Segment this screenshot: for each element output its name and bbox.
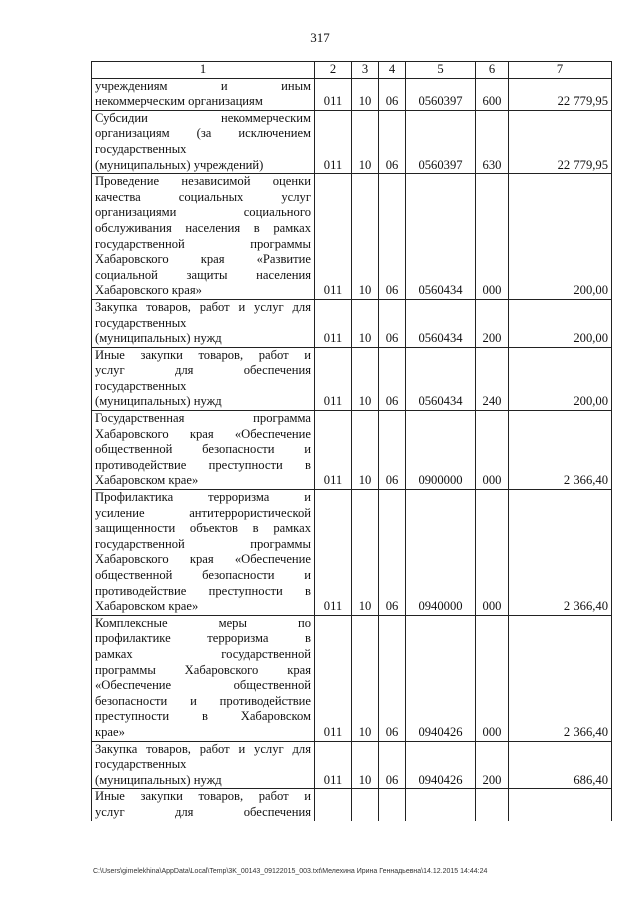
admin-code-cell: 011 [315,174,352,300]
header-col-6: 6 [476,62,509,79]
page-number: 317 [310,30,330,45]
description-line: защищенности объектов в рамках [95,521,311,536]
row-description [92,490,315,616]
description-line: преступности в Хабаровском [95,709,311,724]
table-row [92,347,612,410]
description-line: Хабаровского края» [95,283,202,298]
subsection-cell: 06 [379,615,406,741]
description-line: рамках государственной [95,646,311,661]
target-article-cell [406,789,476,821]
description-line: Иные закупки товаров, работ и [95,347,311,362]
section-cell [352,789,379,821]
table-row [92,615,612,741]
description-line: (муниципальных) нужд [95,772,222,787]
description-line: некоммерческим организациям [95,94,263,109]
subsection-cell: 06 [379,741,406,789]
description-line: Иные закупки товаров, работ и [95,789,311,804]
description-line: государственной программы [95,536,311,551]
section-cell: 10 [352,741,379,789]
description-line: Профилактика терроризма и [95,490,311,505]
description-line: программы Хабаровского края [95,662,311,677]
expense-type-cell: 200 [476,741,509,789]
row-description [92,299,315,347]
description-line: Хабаровском крае» [95,599,199,614]
subsection-cell: 06 [379,299,406,347]
section-cell: 10 [352,411,379,490]
amount-cell: 200,00 [509,174,612,300]
row-description [92,411,315,490]
table-body [92,78,612,820]
expense-type-cell: 000 [476,615,509,741]
amount-cell [509,789,612,821]
section-cell: 10 [352,490,379,616]
target-article-cell: 0940000 [406,490,476,616]
table-row [92,490,612,616]
subsection-cell: 06 [379,110,406,173]
description-line: Проведение независимой оценки [95,174,311,189]
expense-type-cell: 000 [476,490,509,616]
description-line: безопасности и противодействие [95,693,311,708]
description-line: государственных [95,141,187,156]
description-line: Субсидии некоммерческим [95,110,311,125]
description-line: «Обеспечение общественной [95,678,311,693]
subsection-cell: 06 [379,174,406,300]
section-cell: 10 [352,347,379,410]
row-description [92,789,315,821]
row-description [92,174,315,300]
description-line: крае» [95,724,125,739]
table-row [92,78,612,110]
section-cell: 10 [352,78,379,110]
section-cell: 10 [352,299,379,347]
admin-code-cell: 011 [315,741,352,789]
table-row [92,789,612,821]
amount-cell: 2 366,40 [509,490,612,616]
description-line: организациям (за исключением [95,126,311,141]
admin-code-cell: 011 [315,490,352,616]
description-line: Закупка товаров, работ и услуг для [95,299,311,314]
target-article-cell: 0940426 [406,741,476,789]
row-description [92,615,315,741]
header-col-1: 1 [92,62,315,79]
table-row [92,174,612,300]
description-line: (муниципальных) нужд [95,394,222,409]
expense-type-cell: 000 [476,174,509,300]
description-line: Хабаровского края «Обеспечение [95,552,311,567]
section-cell: 10 [352,110,379,173]
section-cell: 10 [352,615,379,741]
description-line: Закупка товаров, работ и услуг для [95,741,311,756]
description-line: государственных [95,315,187,330]
header-col-4: 4 [379,62,406,79]
description-line: государственной программы [95,236,311,251]
description-line: общественной безопасности и [95,568,311,582]
admin-code-cell: 011 [315,615,352,741]
admin-code-cell: 011 [315,299,352,347]
header-col-7: 7 [509,62,612,79]
admin-code-cell [315,789,352,821]
description-line: Хабаровского края «Развитие [95,252,311,267]
description-line: организациями социального [95,205,311,220]
subsection-cell: 06 [379,490,406,616]
description-line: Хабаровском крае» [95,473,199,488]
amount-cell: 22 779,95 [509,110,612,173]
expense-type-cell: 000 [476,411,509,490]
expense-type-cell: 600 [476,78,509,110]
description-line: усиление антитеррористической [95,505,311,520]
expense-type-cell: 630 [476,110,509,173]
description-line: социальной защиты населения [95,267,311,282]
amount-cell: 200,00 [509,347,612,410]
subsection-cell: 06 [379,78,406,110]
row-description [92,110,315,173]
target-article-cell: 0560397 [406,78,476,110]
subsection-cell: 06 [379,411,406,490]
description-line: (муниципальных) нужд [95,331,222,346]
description-line: противодействие преступности в [95,457,311,472]
description-line: Комплексные меры по [95,615,311,630]
header-col-3: 3 [352,62,379,79]
table-row [92,110,612,173]
target-article-cell: 0560434 [406,299,476,347]
table-row [92,411,612,490]
admin-code-cell: 011 [315,110,352,173]
target-article-cell: 0900000 [406,411,476,490]
admin-code-cell: 011 [315,411,352,490]
description-line: услуг для обеспечения [95,804,311,819]
row-description [92,741,315,789]
budget-table [91,61,612,821]
description-line: (муниципальных) учреждений) [95,157,264,172]
amount-cell: 2 366,40 [509,411,612,490]
description-line: учреждениям и иным [95,78,311,93]
row-description [92,347,315,410]
row-description [92,78,315,110]
section-cell: 10 [352,174,379,300]
header-col-2: 2 [315,62,352,79]
description-line: обслуживания населения в рамках [95,220,311,235]
expense-type-cell: 200 [476,299,509,347]
target-article-cell: 0560397 [406,110,476,173]
table-row [92,741,612,789]
amount-cell: 2 366,40 [509,615,612,741]
expense-type-cell: 240 [476,347,509,410]
description-line: государственных [95,757,187,772]
description-line: услуг для обеспечения [95,363,311,378]
description-line: государственных [95,378,187,393]
expense-type-cell [476,789,509,821]
header-row [92,62,612,79]
admin-code-cell: 011 [315,78,352,110]
description-line: Государственная программа [95,411,311,426]
amount-cell: 686,40 [509,741,612,789]
target-article-cell: 0560434 [406,174,476,300]
amount-cell: 22 779,95 [509,78,612,110]
description-line: Хабаровского края «Обеспечение [95,426,311,441]
admin-code-cell: 011 [315,347,352,410]
subsection-cell [379,789,406,821]
description-line: профилактике терроризма в [95,631,311,646]
description-line: качества социальных услуг [95,189,311,204]
target-article-cell: 0940426 [406,615,476,741]
file-path-footer: C:\Users\gimelekhina\AppData\Local\Temp\3K_00143_09122015_003.txt\Мелехина Ирина Геннадьевна\14.12.2015 14:44:24 [93,868,488,875]
target-article-cell: 0560434 [406,347,476,410]
subsection-cell: 06 [379,347,406,410]
description-line: противодействие преступности в [95,583,311,598]
description-line: общественной безопасности и [95,442,311,457]
table-row [92,299,612,347]
amount-cell: 200,00 [509,299,612,347]
header-col-5: 5 [406,62,476,79]
